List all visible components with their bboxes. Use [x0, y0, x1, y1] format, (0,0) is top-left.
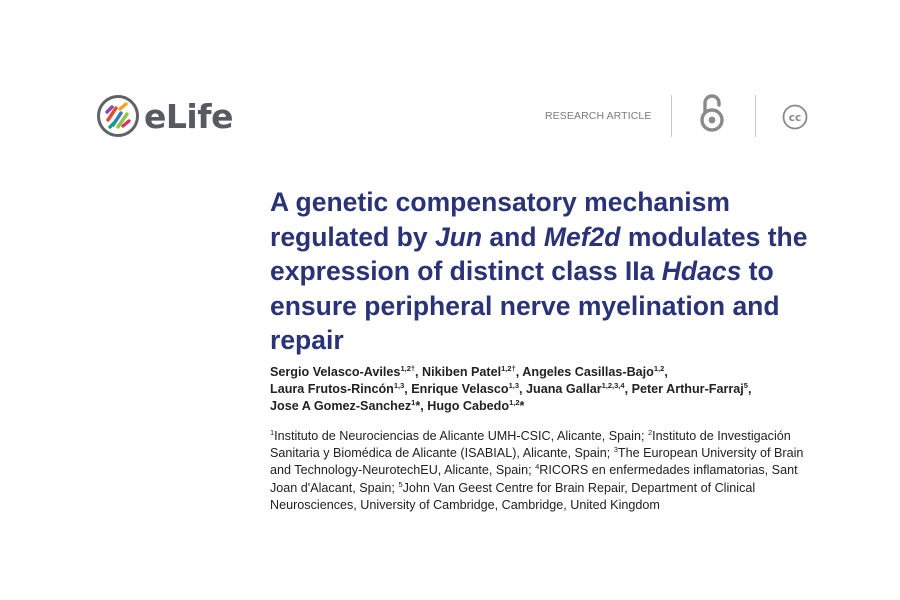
corresponding-author-mark: *: [415, 399, 421, 413]
affiliation-text: John Van Geest Centre for Brain Repair, Department of Clinical Neurosciences, University of Cambridge, Cambridge, United Kingdom: [270, 480, 756, 512]
corresponding-author-mark: *: [519, 399, 525, 413]
gene-name-mef2d: Mef2d: [543, 221, 621, 252]
author-affiliation-marker: 1,2: [653, 364, 665, 373]
author-affiliation-marker: 1,2: [509, 398, 520, 407]
affiliation-number: 1: [270, 428, 275, 437]
author-affiliation-marker: 1,2†: [400, 364, 416, 373]
gene-name-jun: Jun: [434, 221, 483, 252]
affiliation-text: Instituto de Investigación Sanitaria y Biomédica de Alicante (ISABIAL), Alicante, Spain;: [270, 429, 791, 461]
affiliation-text: The European University of Brain and Technology-NeurotechEU, Alicante, Spain;: [270, 446, 804, 478]
author-name[interactable]: Nikiben Patel: [422, 365, 502, 379]
author-name[interactable]: Peter Arthur-Farraj: [631, 382, 744, 396]
author-separator: ,: [624, 382, 632, 396]
author-affiliation-marker: 1,3: [393, 381, 405, 390]
author-separator: ,: [415, 365, 423, 379]
header-divider: [755, 95, 756, 137]
author-separator: ,: [519, 382, 527, 396]
article-type-label: RESEARCH ARTICLE: [545, 110, 652, 122]
author-name[interactable]: Angeles Casillas-Bajo: [522, 365, 654, 379]
author-affiliation-marker: 1,2†: [501, 364, 516, 373]
affiliation-number: 5: [398, 479, 403, 489]
author-name[interactable]: Sergio Velasco-Aviles: [270, 365, 401, 379]
author-separator: ,: [664, 365, 668, 379]
elife-logo[interactable]: [96, 94, 233, 138]
cc-icon-label: cc: [788, 112, 802, 125]
author-affiliation-marker: 1,3: [508, 381, 520, 390]
author-affiliation-marker: 5: [743, 381, 748, 390]
title-text: A genetic compensatory mechanism regulated by: [270, 187, 730, 252]
open-access-icon[interactable]: [698, 92, 726, 139]
affiliation-number: 4: [535, 462, 540, 472]
author-affiliation-marker: 1: [411, 398, 416, 407]
affiliation-text: RICORS en enfermedades inflamatorias, Sant Joan d'Alacant, Spain;: [270, 463, 798, 495]
author-affiliation-marker: 1,2,3,4: [601, 381, 625, 390]
title-text: modulates the expression of distinct class IIa: [270, 221, 808, 286]
author-name[interactable]: Hugo Cabedo: [427, 399, 510, 413]
author-separator: ,: [404, 382, 412, 396]
author-name[interactable]: Jose A Gomez-Sanchez: [270, 399, 412, 413]
gene-name-hdacs: Hdacs: [661, 256, 742, 286]
affiliation-list: [270, 428, 815, 514]
author-name[interactable]: Enrique Velasco: [411, 382, 509, 396]
affiliation-number: 2: [647, 428, 653, 437]
author-separator: ,: [420, 399, 428, 413]
title-text: to ensure peripheral nerve myelination and repair: [270, 256, 780, 355]
header-divider: [671, 95, 672, 137]
affiliation-text: Instituto de Neurociencias de Alicante UMH-CSIC, Alicante, Spain;: [274, 429, 648, 443]
author-list: [270, 364, 830, 415]
author-name[interactable]: Laura Frutos-Rincón: [270, 382, 394, 396]
title-text: and: [482, 221, 544, 252]
elife-logo-icon: [96, 94, 140, 138]
creative-commons-icon[interactable]: [782, 104, 808, 135]
author-separator: ,: [515, 365, 523, 379]
author-separator: ,: [747, 382, 752, 396]
author-name[interactable]: Juana Gallar: [526, 382, 602, 396]
affiliation-number: 3: [613, 445, 618, 455]
article-title: [270, 185, 830, 358]
logo-wordmark: eLife: [144, 96, 233, 136]
